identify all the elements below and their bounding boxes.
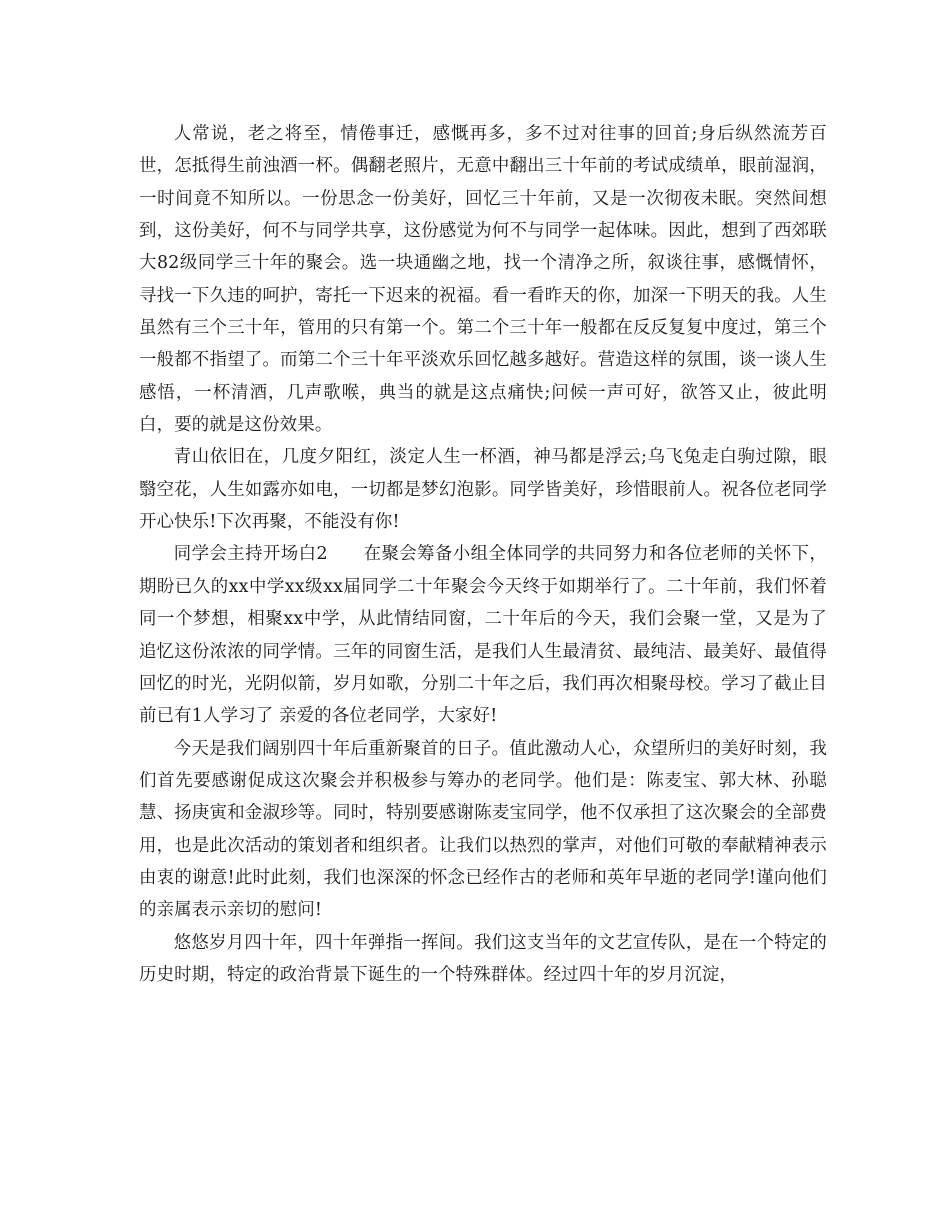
paragraph-1: 人常说，老之将至，情倦事迁，感慨再多，多不过对往事的回首;身后纵然流芳百世，怎抵得生前浊酒一杯。偶翻老照片，无意中翻出三十年前的考试成绩单，眼前湿润，一时间竟不知所以。一份思念一份美好，回忆三十年前，又是一次彻夜未眠。突然间想到，这份美好，何不与同学共享，这份感觉为何不与同学一起体味。因此，想到了西郊联大82级同学三十年的聚会。选一块通幽之地，找一个清净之所，叙谈往事，感慨情怀，寻找一下久违的呵护，寄托一下迟来的祝福。看一看昨天的你，加深一下明天的我。人生虽然有三个三十年，管用的只有第一个。第二个三十年一般都在反反复复中度过，第三个一般都不指望了。而第二个三十年平淡欢乐回忆越多越好。营造这样的氛围，谈一谈人生感悟，一杯清酒，几声歌喉，典当的就是这点痛快;问候一声可好，欲答又止，彼此明白，要的就是这份效果。 xyxy=(139,124,827,436)
paragraph-2: 青山依旧在，几度夕阳红，淡定人生一杯酒，神马都是浮云;乌飞兔走白驹过隙，眼翳空花，人生如露亦如电，一切都是梦幻泡影。同学皆美好，珍惜眼前人。祝各位老同学开心快乐!下次再聚，不能没有你! xyxy=(139,447,827,533)
paragraph-5: 悠悠岁月四十年，四十年弹指一挥间。我们这支当年的文艺宣传队，是在一个特定的历史时期，特定的政治背景下诞生的一个特殊群体。经过四十年的岁月沉淀， xyxy=(139,932,827,985)
document-body xyxy=(139,118,827,991)
paragraph-4: 今天是我们阔别四十年后重新聚首的日子。值此激动人心，众望所归的美好时刻，我们首先要感谢促成这次聚会并积极参与筹办的老同学。他们是：陈麦宝、郭大林、孙聪慧、扬庚寅和金淑珍等。同时，特别要感谢陈麦宝同学，他不仅承担了这次聚会的全部费用，也是此次活动的策划者和组织者。让我们以热烈的掌声，对他们可敬的奉献精神表示由衷的谢意!此时此刻，我们也深深的怀念已经作古的老师和英年早逝的老同学!谨向他们的亲属表示亲切的慰问! xyxy=(139,738,827,921)
paragraph-3: 同学会主持开场白2 在聚会筹备小组全体同学的共同努力和各位老师的关怀下，期盼已久的xx中学xx级xx届同学二十年聚会今天终于如期举行了。二十年前，我们怀着同一个梦想，相聚xx中学，从此情结同窗，二十年后的今天，我们会聚一堂，又是为了追忆这份浓浓的同学情。三年的同窗生活，是我们人生最清贫、最纯洁、最美好、最值得回忆的时光，光阴似箭，岁月如歌，分别二十年之后，我们再次相聚母校。学习了截止目前已有1人学习了 亲爱的各位老同学，大家好! xyxy=(139,544,827,727)
